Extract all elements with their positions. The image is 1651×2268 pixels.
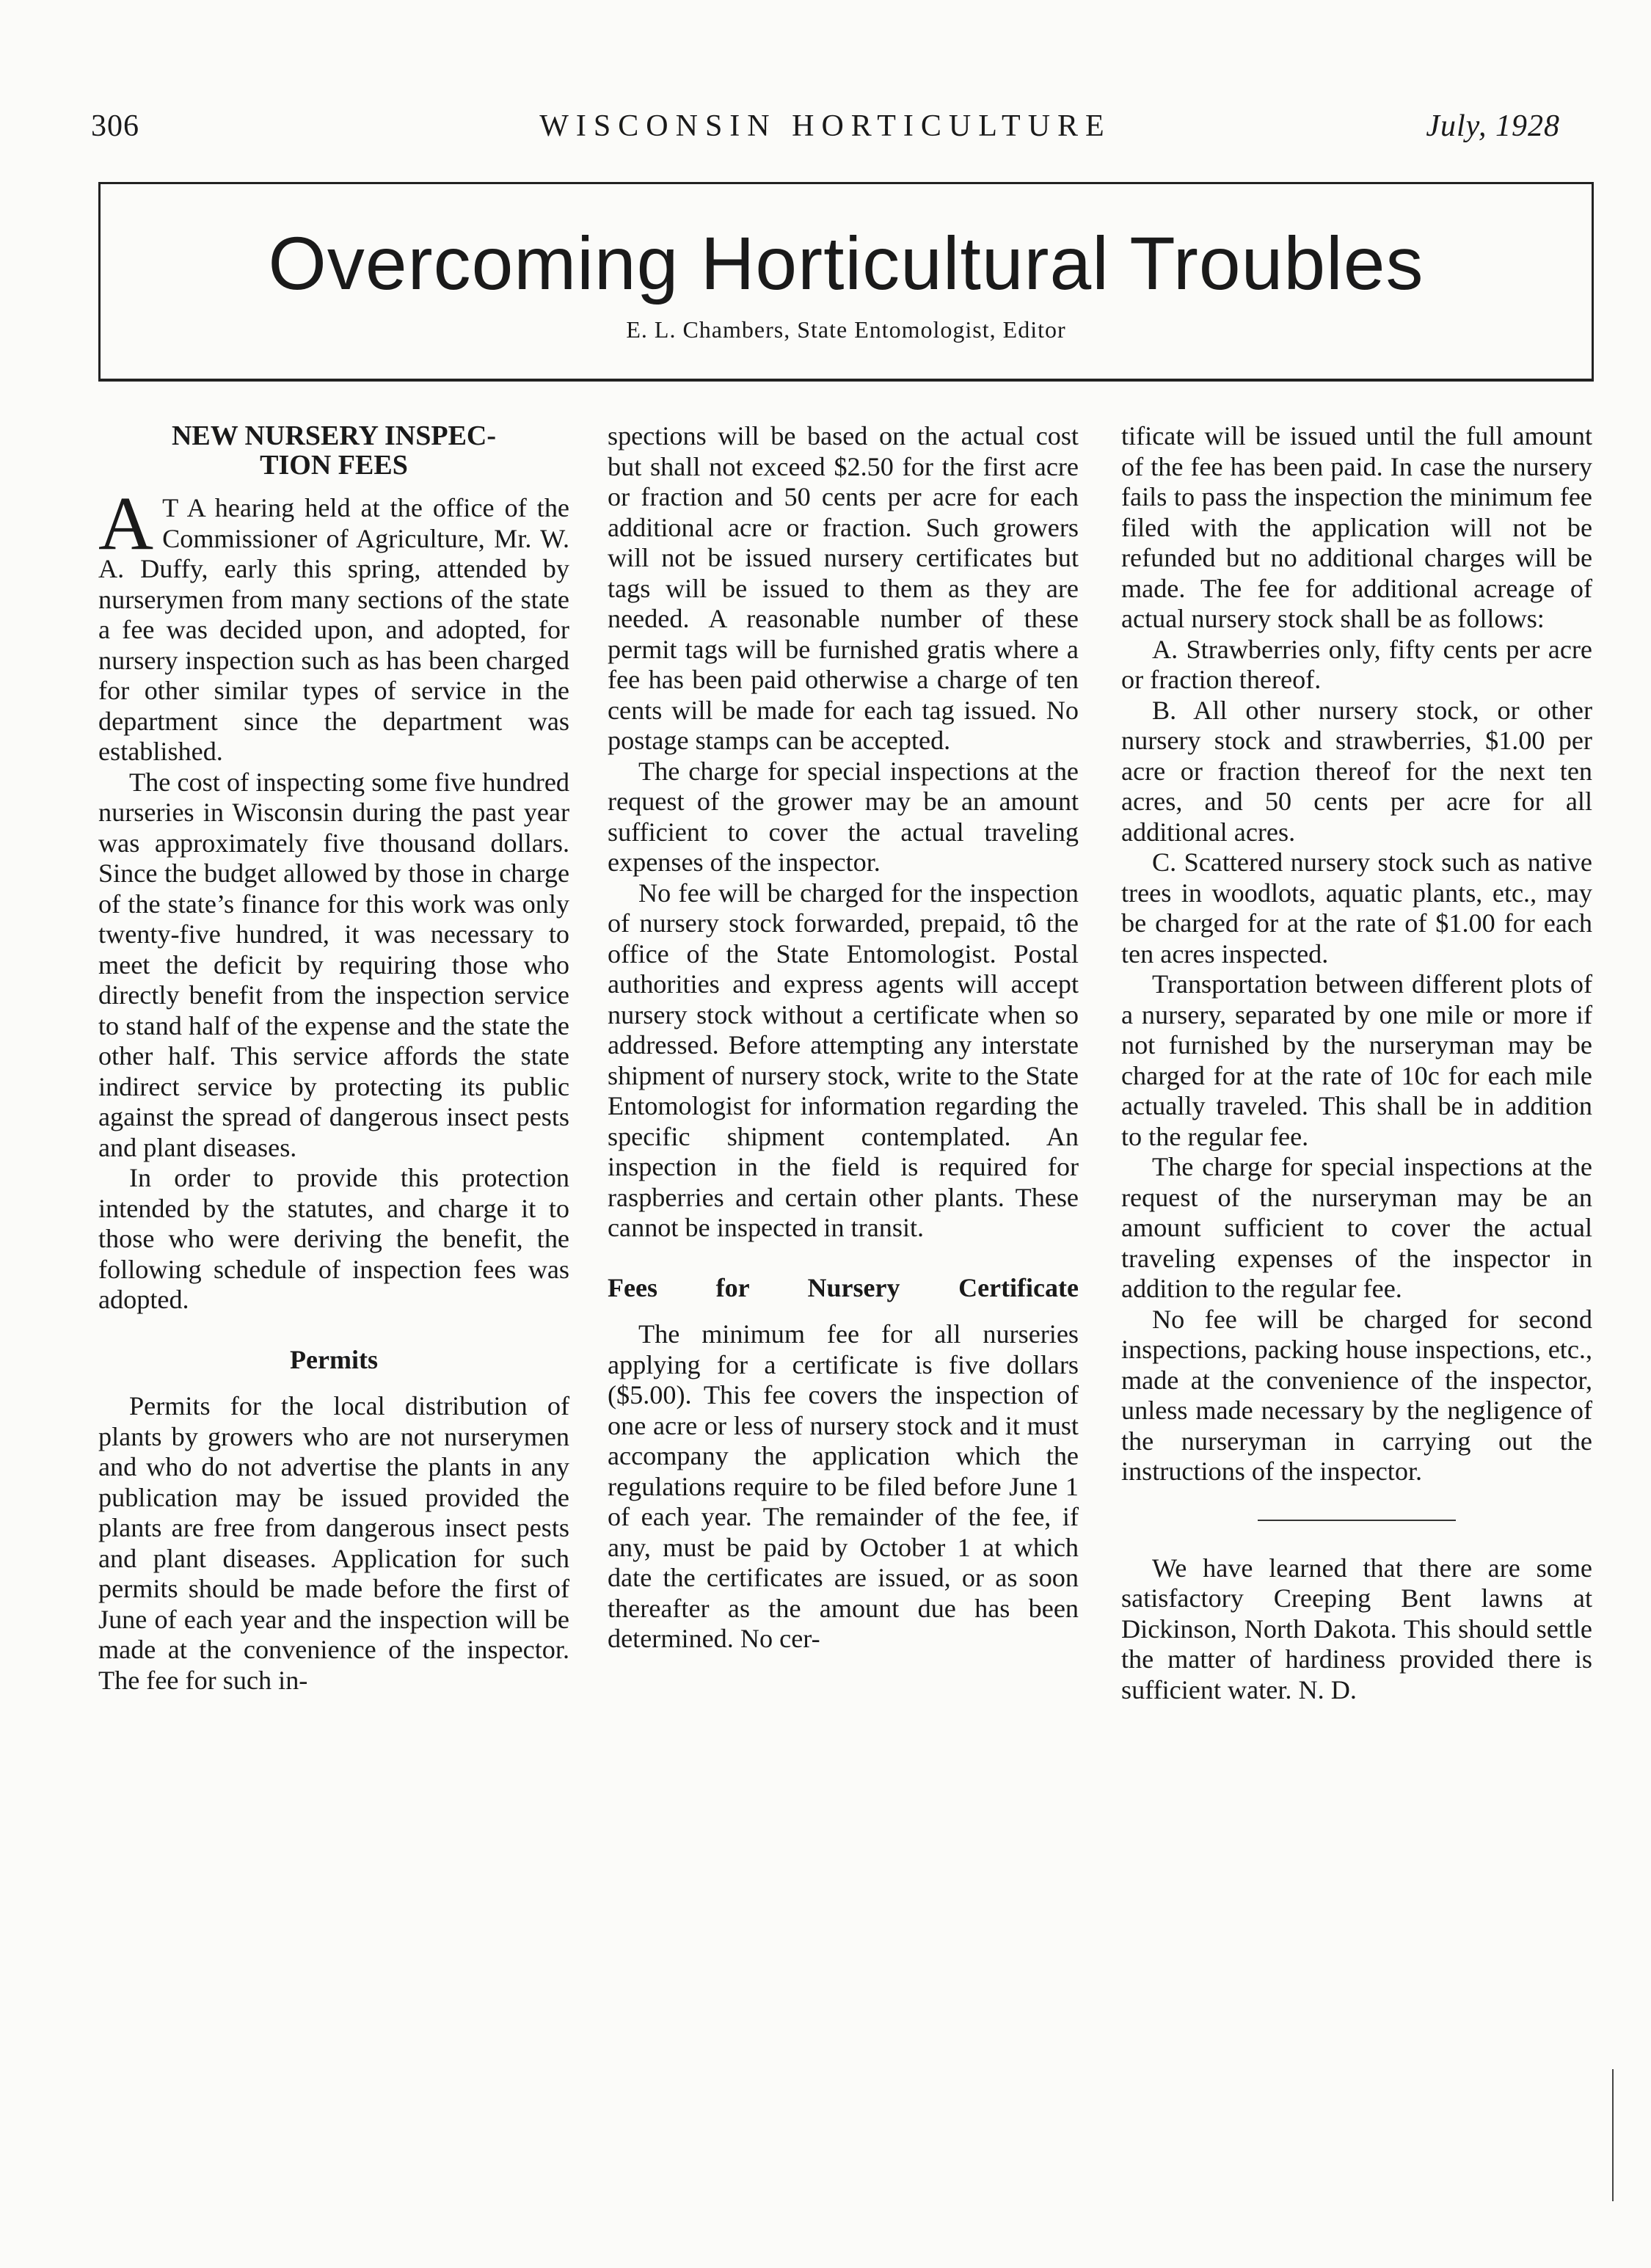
- column-1: [98, 421, 569, 1696]
- issue-date: July, 1928: [1426, 109, 1560, 143]
- section-title-box: [98, 182, 1594, 382]
- column-3: [1121, 421, 1592, 1705]
- note-paragraph: We have learned that there are some satisfactory Creeping Bent lawns at Dickinson, North Dakota. This should settle the matter of hardiness provided there is sufficient water. N. D.: [1121, 1553, 1592, 1704]
- paragraph-11: Transportation between different plots of a nursery, separated by one mile or more if not furnished by the nurseryman may be charged for at the rate of 10c for each mile actually traveled. This shall be in addition to the regular fee.: [1121, 969, 1592, 1151]
- paragraph-8: A. Strawberries only, fifty cents per acre or fraction thereof.: [1121, 634, 1592, 694]
- section-title: Overcoming Horticultural Troubles: [268, 222, 1424, 305]
- paragraph-5: The charge for special inspections at the request of the grower may be an amount sufficient to cover the actual traveling expenses of the inspector.: [608, 756, 1079, 877]
- paragraph-4-part-1: Permits for the local distribution of plants by growers who are not nurserymen and who do not advertise the plants in any publication may be issued provided the plants are free from dangerous insect pests and plant diseases. Application for such permits should be made before the first of June of each year and the inspection will be made at the convenience of the inspector. The fee for such in-: [98, 1391, 569, 1695]
- paragraph-6: No fee will be charged for the inspection of nursery stock forwarded, prepaid, tô the office of the State Entomologist. Postal authorities and express agents will accept nursery stock without a certificate when so addressed. Before attempting any interstate shipment of nursery stock, write to the State Entomologist for information regarding the specific shipment contemplated. An inspection in the field is required for raspberries and certain other plants. These cannot be inspected in transit.: [608, 878, 1079, 1242]
- page-number: 306: [91, 109, 139, 143]
- paragraph-4-part-2: spections will be based on the actual cost but shall not exceed $2.50 for the first acre or fraction and 50 cents per acre for each additional acre or fraction. Such growers will not be issued nursery certificates but tags will be issued to them as they are needed. A reasonable number of these permit tags will be furnished gratis where a fee has been paid otherwise a charge of ten cents will be made for each tag issued. No postage stamps can be accepted.: [608, 421, 1079, 755]
- running-head: [91, 109, 1560, 153]
- drop-cap: A: [98, 481, 154, 566]
- paragraph-2: The cost of inspecting some five hundred nurseries in Wisconsin during the past year was approximately five thousand dollars. Since the budget allowed by those in charge of the state’s finance for this work was only twenty-five hundred, it was necessary to meet the deficit by requiring those who directly benefit from the inspection service to stand half of the expense and the state the other half. This service affords the state indirect service by protecting its public against the spread of dangerous insect pests and plant diseases.: [98, 767, 569, 1162]
- article-heading: NEW NURSERY INSPEC- TION FEES: [171, 420, 497, 481]
- paragraph-12: The charge for special inspections at the request of the nurseryman may be an amount sufficient to cover the actual traveling expenses of the inspector in addition to the regular fee.: [1121, 1152, 1592, 1303]
- divider: [1258, 1520, 1456, 1521]
- permits-heading: Permits: [290, 1344, 378, 1374]
- paragraph-3: In order to provide this protection intended by the statutes, and charge it to those who were deriving the benefit, the following schedule of inspection fees was adopted.: [98, 1163, 569, 1314]
- margin-rule: [1612, 2069, 1614, 2201]
- paragraph-9: B. All other nursery stock, or other nursery stock and strawberries, $1.00 per acre or fraction thereof for the next ten acres, and 50 cents per acre for all additional acres.: [1121, 695, 1592, 847]
- paragraph-7-part-2: tificate will be issued until the full amount of the fee has been paid. In case the nursery fails to pass the inspection the minimum fee filed with the application will not be refunded but no additional charges will be made. The fee for additional acreage of actual nursery stock shall be as follows:: [1121, 421, 1592, 633]
- paragraph-13: No fee will be charged for second inspections, packing house inspections, etc., made at the convenience of the inspector, unless made necessary by the negligence of the nurseryman in carrying out the instructions of the inspector.: [1121, 1304, 1592, 1486]
- fees-heading: Fees for Nursery Certificate: [608, 1272, 1079, 1302]
- column-2: [608, 421, 1079, 1655]
- byline: E. L. Chambers, State Entomologist, Editor: [626, 316, 1066, 343]
- paragraph-7-part-1: The minimum fee for all nurseries applying for a certificate is five dollars ($5.00). This fee covers the inspection of one acre or less of nursery stock and it must accompany the application which the regulations require to be filed before June 1 of each year. The remainder of the fee, if any, must be paid by October 1 at which date the certificates are issued, or as soon thereafter as the amount due has been determined. No cer-: [608, 1319, 1079, 1653]
- paragraph-10: C. Scattered nursery stock such as native trees in woodlots, aquatic plants, etc., may be charged for at the rate of $1.00 for each ten acres inspected.: [1121, 847, 1592, 969]
- paragraph-1: A T A hearing held at the office of the Commissioner of Agriculture, Mr. W. A. Duffy, early this spring, attended by nurserymen from many sections of the state a fee was decided upon, and adopted, for nursery inspection such as has been charged for other similar types of service in the department since the department was established.: [98, 481, 569, 766]
- magazine-title: WISCONSIN HORTICULTURE: [539, 109, 1112, 143]
